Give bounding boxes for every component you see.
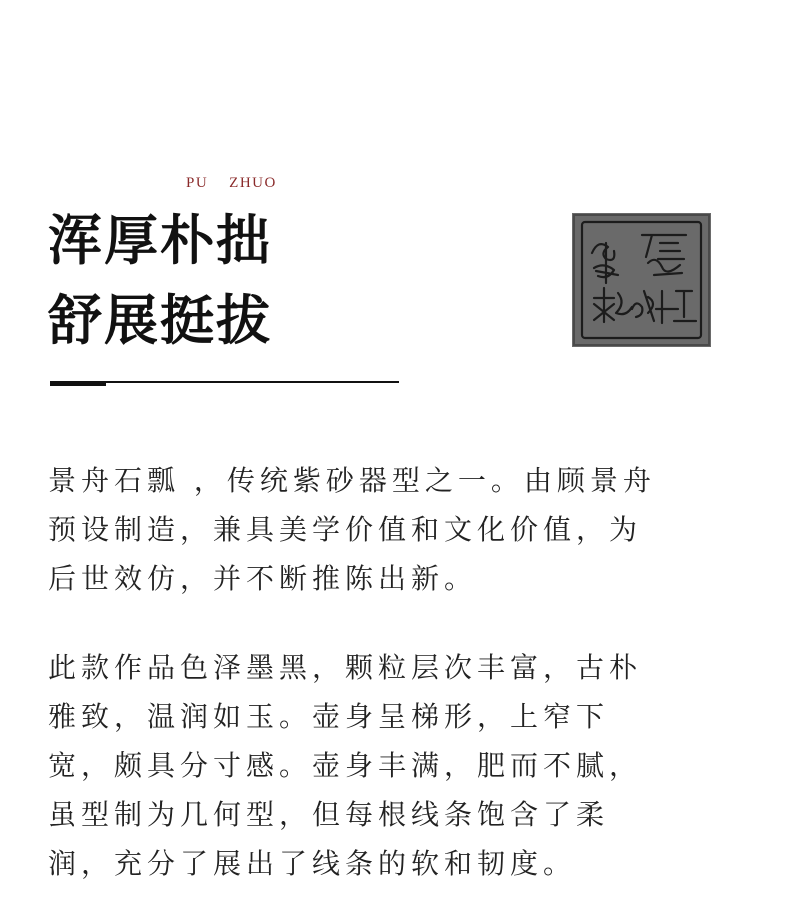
page-title <box>48 200 272 360</box>
description-paragraph <box>48 643 642 888</box>
paragraph-line: 预设制造，兼具美学价值和文化价值，为 <box>48 513 643 546</box>
paragraph-line: 景舟石瓢 ，传统紫砂器型之一。由顾景舟 <box>48 464 656 497</box>
title-underline-accent <box>50 381 106 386</box>
paragraph-line: 后世效仿，并不断推陈出新。 <box>48 562 478 595</box>
paragraph-line: 此款作品色泽墨黑，颗粒层次丰富，古朴 <box>48 651 643 684</box>
paragraph-line: 虽型制为几何型，但每根线条饱含了柔 <box>48 798 610 831</box>
paragraph-line: 宽，颇具分寸感。壶身丰满，肥而不腻， <box>48 749 643 782</box>
intro-paragraph <box>48 456 656 603</box>
paragraph-line: 雅致，温润如玉。壶身呈梯形，上窄下 <box>48 700 610 733</box>
title-line-1: 浑厚朴拙 <box>48 208 272 272</box>
title-line-2: 舒展挺拔 <box>48 288 272 352</box>
seal-stamp-icon <box>572 213 711 347</box>
pinyin-subtitle: PU ZHUO <box>186 175 277 191</box>
paragraph-line: 润，充分了展出了线条的软和韧度。 <box>48 847 577 880</box>
